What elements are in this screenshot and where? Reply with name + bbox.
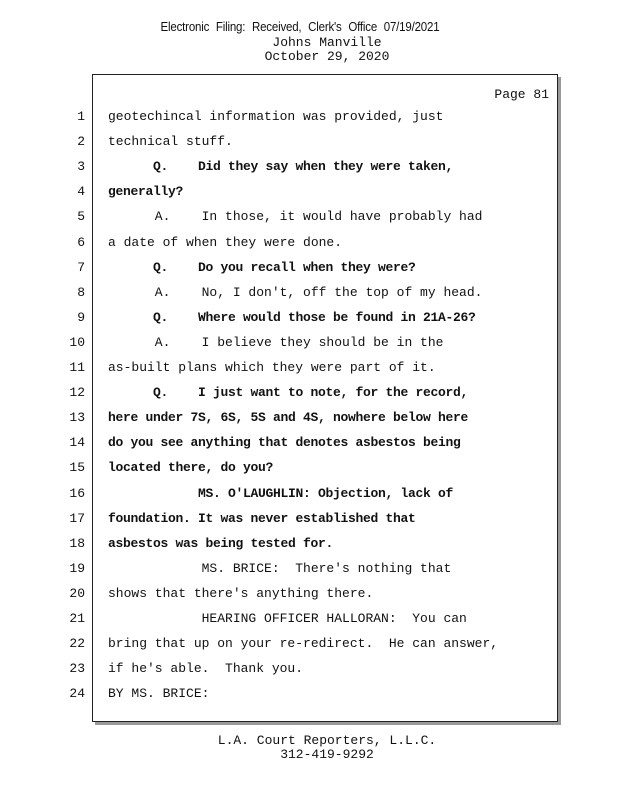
transcript-line [0,432,618,454]
transcript-line [0,483,618,505]
line-text: MS. O'LAUGHLIN: Objection, lack of [108,485,454,501]
transcript-line [0,683,618,705]
transcript-line [0,307,618,329]
line-number: 19 [69,560,85,576]
line-number: 12 [69,385,85,401]
line-number: 11 [69,360,85,375]
transcript-line [0,332,618,354]
line-text: BY MS. BRICE: [108,686,210,702]
line-text: foundation. It was never established that [108,510,416,526]
line-text: A. I believe they should be in the [108,334,444,350]
line-number: 13 [69,410,85,426]
line-text: Q. I just want to note, for the record, [108,385,469,401]
line-number: 8 [77,284,85,300]
transcript-line [0,583,618,605]
line-text: generally? [108,184,184,200]
line-number: 17 [69,510,85,526]
transcript-line [0,558,618,580]
transcript-line [0,382,618,404]
line-number: 24 [69,686,85,702]
page-label: Page 81 [494,87,549,102]
line-number: 22 [69,636,85,652]
line-text: shows that there's anything there. [108,585,374,601]
transcript-line [0,206,618,228]
line-text: Q. Do you recall when they were? [108,259,416,275]
transcript-line [0,608,618,630]
transcript-line [0,407,618,429]
line-text: bring that up on your re-redirect. He can answer, [108,636,499,652]
header-name: Johns Manville [272,35,382,50]
line-text: Q. Did they say when they were taken, [108,159,454,175]
line-text: as-built plans which they were part of it. [108,360,436,375]
transcript-line [0,232,618,254]
line-number: 5 [77,209,85,225]
line-number: 20 [69,585,85,601]
line-text: Q. Where would those be found in 21A-26? [108,309,476,325]
transcript-line [0,156,618,178]
transcript-line [0,282,618,304]
line-number: 10 [69,334,85,350]
transcript-line [0,357,618,379]
line-text: MS. BRICE: There's nothing that [108,560,452,576]
line-text: located there, do you? [108,460,274,476]
line-number: 4 [77,184,85,200]
filing-stamp: Electronic Filing: Received, Clerk's Office 07/19/2021 [160,20,440,34]
transcript-line [0,533,618,555]
line-number: 15 [69,460,85,476]
line-number: 18 [69,535,85,551]
transcript-line [0,633,618,655]
header-date: October 29, 2020 [264,49,390,64]
line-text: A. In those, it would have probably had [108,209,483,225]
line-text: A. No, I don't, off the top of my head. [108,284,483,300]
footer-phone: 312-419-9292 [280,747,374,762]
transcript-line [0,658,618,680]
line-text: here under 7S, 6S, 5S and 4S, nowhere below here [108,410,469,426]
line-text: if he's able. Thank you. [108,661,304,677]
transcript-line [0,457,618,479]
line-number: 3 [77,159,85,175]
line-number: 7 [77,259,85,275]
line-text: do you see anything that denotes asbestos being [108,435,461,451]
transcript-line [0,508,618,530]
line-number: 2 [77,134,85,150]
footer-company: L.A. Court Reporters, L.L.C. [217,733,437,748]
transcript-line [0,131,618,153]
line-number: 16 [69,485,85,501]
line-text: HEARING OFFICER HALLORAN: You can [108,611,467,626]
line-number: 23 [69,661,85,677]
line-number: 21 [69,611,85,626]
line-text: geotechincal information was provided, just [108,109,444,124]
line-number: 1 [77,109,85,124]
line-text: a date of when they were done. [108,234,343,250]
transcript-line [0,257,618,279]
transcript-line [0,106,618,128]
transcript-line [0,181,618,203]
line-text: technical stuff. [108,134,233,150]
line-number: 9 [77,309,85,325]
line-text: asbestos was being tested for. [108,535,334,551]
line-number: 14 [69,435,85,451]
line-number: 6 [77,234,85,250]
